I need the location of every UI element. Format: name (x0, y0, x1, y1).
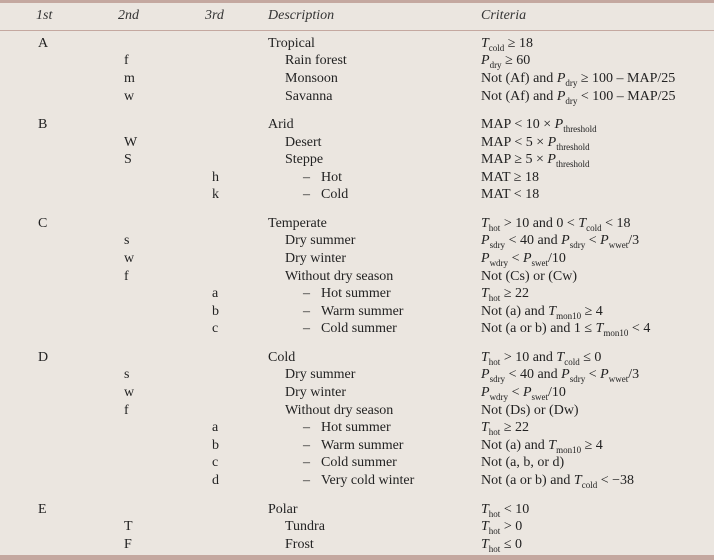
code-3rd: k (212, 187, 219, 202)
code-2nd: S (124, 152, 132, 167)
table-row (0, 419, 714, 437)
description-text: Warm summer (321, 438, 404, 453)
dash-marker: – (303, 304, 310, 319)
description-cell (285, 366, 355, 384)
code-1st: E (38, 502, 47, 517)
description-text: Hot summer (321, 420, 391, 435)
criteria-cell: $P_{dry} \ge 60$ (481, 53, 531, 70)
criteria-cell: MAT ≥ 18 (481, 170, 539, 185)
table-row (0, 215, 714, 233)
criteria-cell: $P_{sdry} < 40$ and $P_{sdry} < P_{wwet}/3$ (481, 367, 640, 384)
criteria-cell: MAP < $10 \times P_{threshold}$ (481, 117, 597, 134)
description-text: Tropical (268, 36, 315, 51)
table-row (0, 437, 714, 455)
dash-marker: – (303, 473, 310, 488)
code-2nd: W (124, 135, 138, 150)
table-row (0, 454, 714, 472)
table-row (0, 169, 714, 187)
table-row (0, 186, 714, 204)
description-text: Without dry season (285, 269, 394, 284)
code-2nd: f (124, 269, 129, 284)
table-row (0, 349, 714, 367)
table-row (0, 232, 714, 250)
code-2nd: T (124, 519, 133, 534)
criteria-cell: $P_{sdry} < 40$ and $P_{sdry} < P_{wwet}/3$ (481, 233, 640, 250)
description-cell (285, 88, 332, 106)
code-3rd: d (212, 473, 219, 488)
code-3rd: a (212, 286, 219, 301)
description-cell (268, 35, 315, 53)
table-row (0, 518, 714, 536)
code-2nd: m (124, 71, 135, 86)
table-row (0, 320, 714, 338)
dash-marker: – (303, 286, 310, 301)
criteria-cell: $T_{hot} > 10$ and $0 < T_{cold} < 18$ (481, 216, 631, 233)
description-text: Cold summer (321, 455, 397, 470)
table-row (0, 116, 714, 134)
dash-marker: – (303, 321, 310, 336)
description-cell (303, 419, 391, 437)
description-text: Cold (321, 187, 349, 202)
description-text: Rain forest (285, 53, 347, 68)
description-text: Arid (268, 117, 294, 132)
description-cell (303, 186, 348, 204)
criteria-cell: Not (a or b) and $T_{cold} < -38$ (481, 473, 635, 490)
code-3rd: c (212, 321, 219, 336)
criteria-cell: $P_{wdry} < P_{swet}/10$ (481, 251, 566, 268)
criteria-cell: Not (Af) and $P_{dry} \ge 100 - MAP/25$ (481, 71, 676, 88)
top-rule (0, 0, 714, 3)
description-text: Temperate (268, 216, 327, 231)
description-cell (285, 134, 322, 152)
description-text: Monsoon (285, 71, 338, 86)
description-text: Dry summer (285, 367, 356, 382)
description-cell (285, 250, 346, 268)
criteria-cell: $T_{hot} \ge 22$ (481, 286, 529, 303)
code-3rd: h (212, 170, 219, 185)
code-1st: D (38, 350, 49, 365)
description-cell (303, 320, 397, 338)
code-3rd: b (212, 304, 219, 319)
code-2nd: s (124, 367, 130, 382)
description-cell (268, 116, 294, 134)
table-row (0, 134, 714, 152)
criteria-cell: Not (a, b, or d) (481, 455, 565, 470)
description-cell (303, 472, 414, 490)
description-text: Savanna (285, 89, 333, 104)
criteria-cell: $T_{hot} > 10$ and $T_{cold} \le 0$ (481, 350, 602, 367)
header-2nd: 2nd (118, 8, 139, 23)
description-cell (285, 232, 355, 250)
description-cell (285, 52, 347, 70)
table-row (0, 366, 714, 384)
table-row (0, 536, 714, 554)
code-2nd: w (124, 251, 135, 266)
criteria-cell: $P_{wdry} < P_{swet}/10$ (481, 385, 566, 402)
criteria-cell: Not (a) and $T_{mon10} \ge 4$ (481, 438, 603, 455)
criteria-cell: MAP < $5 \times P_{threshold}$ (481, 135, 590, 152)
dash-marker: – (303, 455, 310, 470)
table-row (0, 303, 714, 321)
description-text: Polar (268, 502, 298, 517)
header-rule (0, 30, 714, 31)
code-2nd: F (124, 537, 132, 552)
table-row (0, 52, 714, 70)
criteria-cell: Not (Cs) or (Cw) (481, 269, 578, 284)
description-cell (285, 518, 325, 536)
description-text: Hot (321, 170, 342, 185)
code-2nd: w (124, 385, 135, 400)
description-text: Desert (285, 135, 322, 150)
description-cell (285, 402, 393, 420)
table-row (0, 384, 714, 402)
table-row (0, 35, 714, 53)
dash-marker: – (303, 170, 310, 185)
code-2nd: w (124, 89, 135, 104)
dash-marker: – (303, 420, 310, 435)
table-row (0, 402, 714, 420)
description-cell (285, 70, 338, 88)
code-3rd: a (212, 420, 219, 435)
table-row (0, 250, 714, 268)
description-text: Very cold winter (321, 473, 415, 488)
code-1st: B (38, 117, 48, 132)
description-text: Warm summer (321, 304, 404, 319)
description-text: Without dry season (285, 403, 394, 418)
code-1st: A (38, 36, 49, 51)
description-cell (303, 169, 342, 187)
description-text: Tundra (285, 519, 325, 534)
description-cell (268, 349, 295, 367)
criteria-cell: Not (Ds) or (Dw) (481, 403, 579, 418)
description-text: Cold summer (321, 321, 397, 336)
code-3rd: b (212, 438, 219, 453)
criteria-cell: MAP ≥ $5 \times P_{threshold}$ (481, 152, 590, 169)
description-cell (285, 151, 323, 169)
description-cell (285, 268, 393, 286)
criteria-cell: $T_{cold} \ge 18$ (481, 36, 533, 53)
header-1st: 1st (36, 8, 53, 23)
code-3rd: c (212, 455, 219, 470)
table-row (0, 268, 714, 286)
description-cell (303, 454, 397, 472)
description-cell (268, 215, 327, 233)
criteria-cell: $T_{hot} \ge 22$ (481, 420, 529, 437)
dash-marker: – (303, 438, 310, 453)
description-text: Dry winter (285, 251, 347, 266)
criteria-cell: MAT < 18 (481, 187, 540, 202)
code-2nd: s (124, 233, 130, 248)
table-row (0, 151, 714, 169)
code-2nd: f (124, 53, 129, 68)
code-1st: C (38, 216, 48, 231)
description-cell (303, 303, 403, 321)
description-text: Dry winter (285, 385, 347, 400)
code-2nd: f (124, 403, 129, 418)
description-text: Steppe (285, 152, 324, 167)
bottom-rule (0, 555, 714, 560)
table-row (0, 285, 714, 303)
criteria-cell: $T_{hot} > 0$ (481, 519, 523, 536)
criteria-cell: $T_{hot} < 10$ (481, 502, 530, 519)
header-description: Description (268, 8, 335, 23)
description-cell (285, 536, 314, 554)
table-row (0, 501, 714, 519)
description-text: Cold (268, 350, 296, 365)
description-text: Hot summer (321, 286, 391, 301)
table-row (0, 472, 714, 490)
description-cell (303, 285, 391, 303)
criteria-cell: Not (a) and $T_{mon10} \ge 4$ (481, 304, 603, 321)
description-cell (285, 384, 346, 402)
dash-marker: – (303, 187, 310, 202)
header-3rd: 3rd (205, 8, 224, 23)
header-criteria: Criteria (481, 8, 527, 23)
table-row (0, 70, 714, 88)
description-cell (303, 437, 403, 455)
criteria-cell: $T_{hot} \le 0$ (481, 537, 522, 554)
criteria-cell: Not (a or b) and $1 \le T_{mon10} < 4$ (481, 321, 651, 338)
criteria-cell: Not (Af) and $P_{dry} < 100 - MAP/25$ (481, 89, 676, 106)
description-text: Frost (285, 537, 314, 552)
description-text: Dry summer (285, 233, 356, 248)
description-cell (268, 501, 298, 519)
table-row (0, 88, 714, 106)
